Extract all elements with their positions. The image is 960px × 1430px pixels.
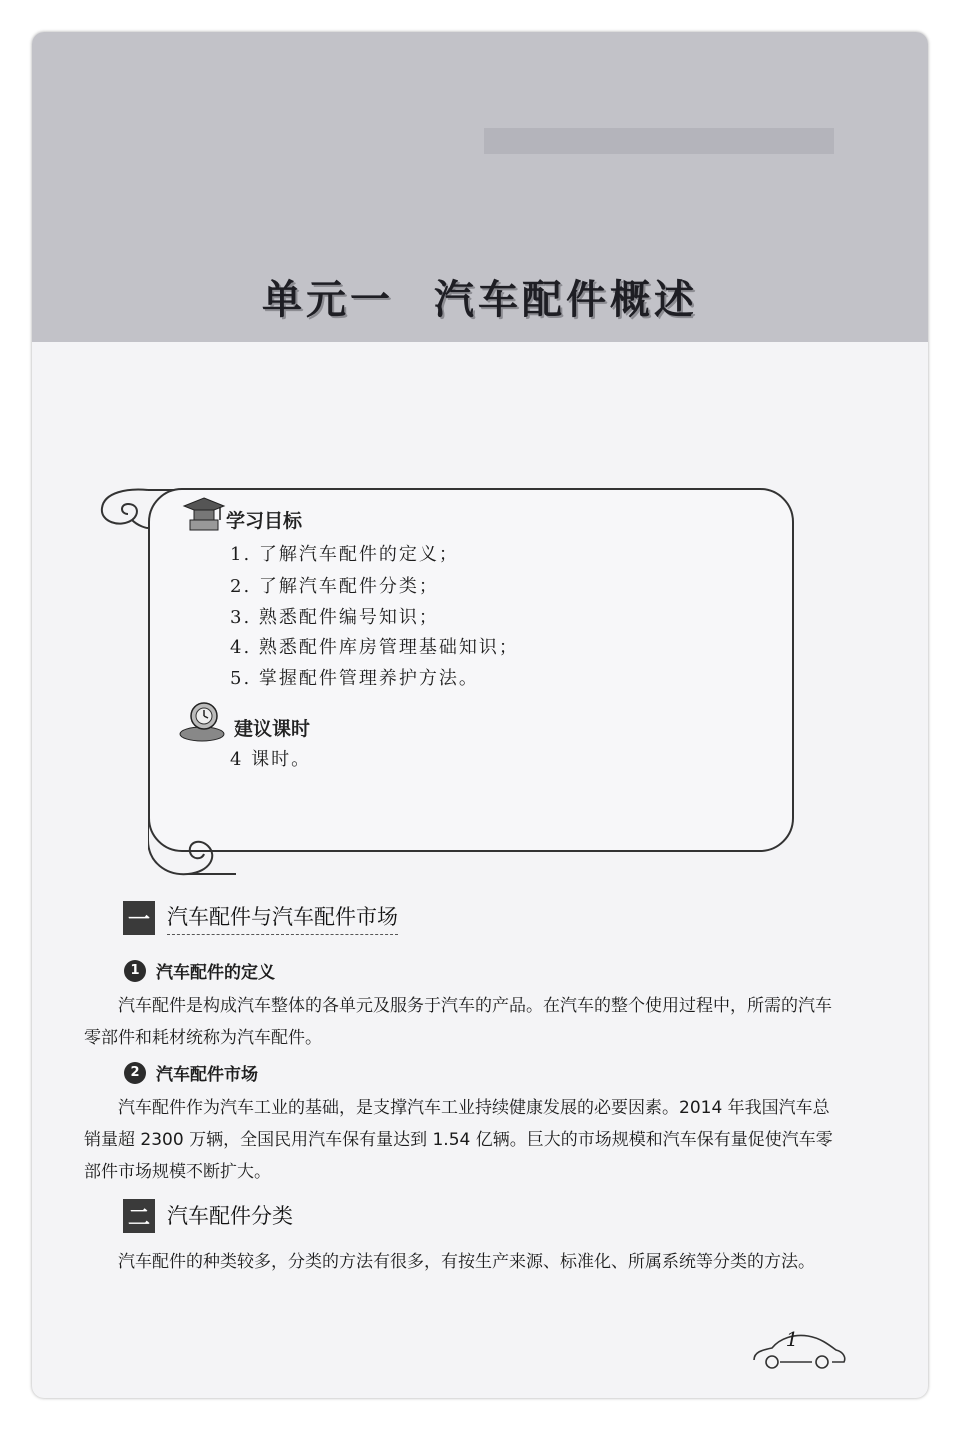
page-number: 1 [785,1327,799,1351]
section-1-number: 一 [123,901,155,935]
goal-item-3: 3. 熟悉配件编号知识； [230,607,439,628]
unit-name: 汽车配件概述 [434,277,698,323]
section-1-title: 汽车配件与汽车配件市场 [167,901,398,935]
goal-item-4: 4. 熟悉配件库房管理基础知识； [230,637,519,658]
section-1-heading [123,900,398,936]
subsection-1-2-heading [124,1060,258,1085]
learning-goals-heading: 学习目标 [226,510,303,532]
goal-item-5: 5. 掌握配件管理养护方法。 [230,668,479,689]
suggested-hours-heading: 建议课时 [234,718,311,740]
subsection-1-2-title: 汽车配件市场 [156,1065,258,1085]
graduation-cap-icon [182,494,226,534]
unit-number: 单元一 [262,277,394,323]
paragraph-definition: 汽车配件是构成汽车整体的各单元及服务于汽车的产品。在汽车的整个使用过程中，所需的汽车零部件和耗材统称为汽车配件。 [84,996,832,1048]
unit-title [32,268,928,325]
subsection-1-2-number: 2 [124,1062,146,1084]
section-2-title: 汽车配件分类 [167,1203,293,1228]
goal-item-1: 1. 了解汽车配件的定义； [230,544,459,565]
suggested-hours-value: 4 课时。 [230,749,312,770]
subsection-1-1-number: 1 [124,960,146,982]
subsection-1-1-title: 汽车配件的定义 [156,963,275,983]
section-2-heading [123,1198,293,1234]
paragraph-classification: 汽车配件的种类较多，分类的方法有很多，有按生产来源、标准化、所属系统等分类的方法。 [118,1252,815,1272]
scroll-curl-bottom-icon [148,810,236,880]
paragraph-market: 汽车配件作为汽车工业的基础，是支撑汽车工业持续健康发展的必要因素。2014 年我国汽车总销量超 2300 万辆，全国民用汽车保有量达到 1.54 亿辆。巨大的市场规模和汽车保有量促使汽车零部件市场规模不断扩大。 [84,1098,833,1182]
section-2-number: 二 [123,1199,155,1233]
goal-item-2: 2. 了解汽车配件分类； [230,576,439,597]
subsection-1-1-heading [124,958,275,983]
bleed-through-bar [484,128,834,154]
book-page [32,32,928,1398]
clock-icon [176,696,228,744]
